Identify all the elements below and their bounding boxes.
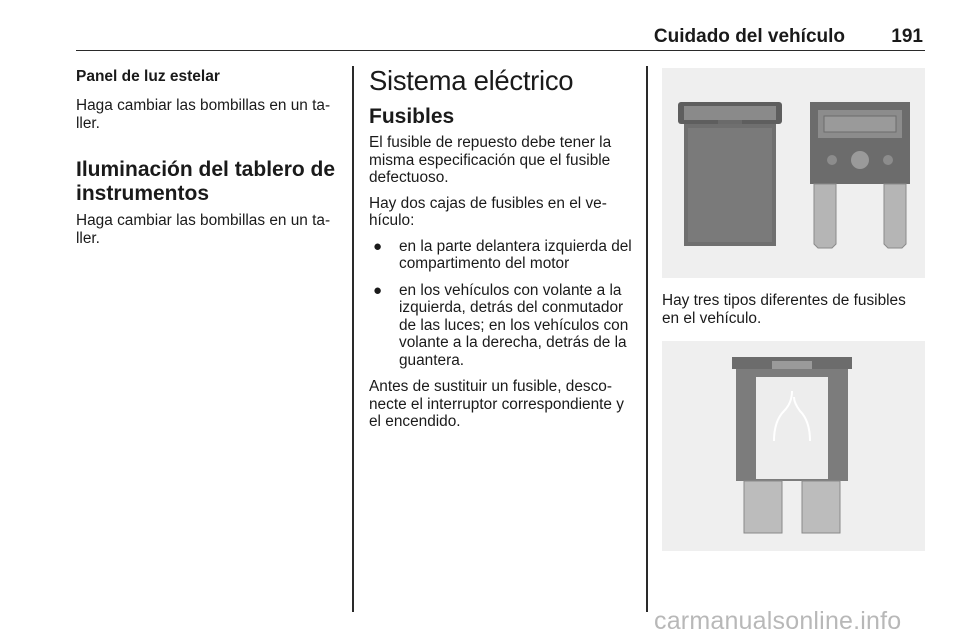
column-left [76, 66, 340, 247]
watermark: carmanualsonline.info [654, 607, 902, 635]
heading-iluminacion-tablero: Iluminación del tablero de instrumentos [76, 158, 336, 205]
paragraph: Haga cambiar las bombillas en un ta-ller. [76, 97, 331, 132]
column-divider [352, 66, 354, 612]
bullet-icon: ● [373, 237, 383, 255]
heading-panel-luz-estelar: Panel de luz estelar [76, 68, 220, 85]
section-title: Cuidado del vehículo [653, 26, 845, 47]
paragraph: Antes de sustituir un fusible, desco-necte el interruptor correspondiente y el encendido. [369, 378, 624, 430]
heading-fusibles: Fusibles [369, 105, 455, 128]
bullet-list [369, 238, 633, 370]
list-item: ● en los vehículos con volante a la izquierda, detrás del conmutador de las luces; en los vehículos con volante a la derecha, detrás de la guantera. [373, 281, 629, 369]
figure-caption: Hay tres tipos diferentes de fusibles en el vehículo. [662, 292, 906, 327]
heading-sistema-electrico: Sistema eléctrico [369, 65, 574, 96]
column-right [662, 66, 925, 551]
paragraph: El fusible de repuesto debe tener la misma especificación que el fusible defectuoso. [369, 134, 612, 186]
bullet-icon: ● [373, 281, 383, 299]
paragraph: Hay dos cajas de fusibles en el ve-hículo: [369, 194, 607, 229]
fuse-types-illustration [662, 68, 925, 278]
blown-fuse-icon [662, 341, 925, 551]
blade-fuse-illustration [662, 341, 925, 551]
list-item: ● en la parte delantera izquierda del compartimento del motor [373, 237, 632, 272]
page-number: 191 [891, 26, 923, 47]
page-header [76, 26, 925, 51]
fuse-illustration-icon [662, 68, 925, 278]
column-middle [369, 66, 633, 431]
paragraph: Haga cambiar las bombillas en un ta-ller. [76, 212, 331, 247]
column-divider [646, 66, 648, 612]
